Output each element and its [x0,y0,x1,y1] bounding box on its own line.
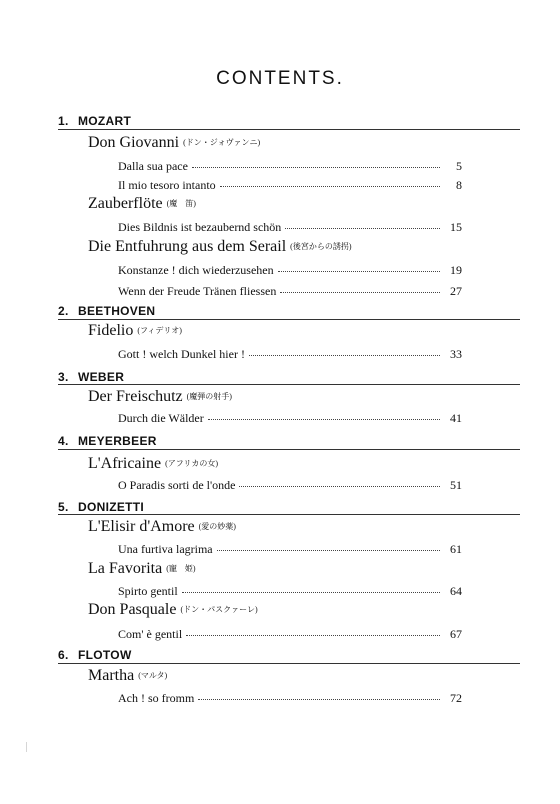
opera-japanese-title: (魔弾の射手) [186,392,232,401]
opera-title: Der Freischutz (魔弾の射手) [88,388,232,405]
opera-title: L'Elisir d'Amore (愛の妙薬) [88,518,236,535]
section-rule [58,514,520,515]
composer-name: BEETHOVEN [78,304,156,318]
aria-entry[interactable] [118,478,462,493]
dot-leader [285,228,440,229]
opera-japanese-title: (フィデリオ) [137,326,182,335]
opera-japanese-title: (魔 笛) [166,199,196,208]
aria-title: Wenn der Freude Tränen fliessen [118,284,277,298]
opera-title: Martha (マルタ) [88,667,168,684]
dot-leader [217,550,440,551]
dot-leader [280,292,440,293]
dot-leader [182,592,440,593]
opera-japanese-title: (アフリカの女) [165,459,218,468]
opera-title: Fidelio (フィデリオ) [88,322,182,339]
aria-title: Konstanze ! dich wiederzusehen [118,263,274,277]
composer-name: WEBER [78,370,125,384]
composer-heading [58,304,155,318]
opera-japanese-title: (後宮からの誘拐) [290,242,352,251]
aria-title: Durch die Wälder [118,411,204,425]
composer-name: FLOTOW [78,648,132,662]
opera-japanese-title: (寵 姫) [166,564,196,573]
page-number: 41 [450,411,462,425]
section-rule [58,663,520,664]
page-number: 51 [450,478,462,492]
dot-leader [278,271,440,272]
composer-number: 1. [58,114,69,128]
composer-heading [58,434,157,448]
dot-leader [208,419,440,420]
aria-title: Gott ! welch Dunkel hier ! [118,347,245,361]
opera-title: L'Africaine (アフリカの女) [88,455,218,472]
composer-heading [58,370,124,384]
composer-heading [58,114,131,128]
section-rule [58,319,520,320]
margin-mark [26,742,27,752]
dot-leader [192,167,440,168]
dot-leader [249,355,440,356]
page-number: 72 [450,691,462,705]
composer-number: 6. [58,648,69,662]
aria-title: Dalla sua pace [118,159,188,173]
aria-entry[interactable] [118,347,462,362]
composer-number: 5. [58,500,69,514]
section-rule [58,129,520,130]
aria-entry[interactable] [118,411,462,426]
page-number: 67 [450,627,462,641]
aria-title: Il mio tesoro intanto [118,178,216,192]
aria-title: O Paradis sorti de l'onde [118,478,236,492]
opera-japanese-title: (マルタ) [138,671,168,680]
aria-title: Dies Bildnis ist bezaubernd schön [118,220,282,234]
composer-name: DONIZETTI [78,500,145,514]
aria-title: Spirto gentil [118,584,178,598]
opera-japanese-title: (ドン・パスクァーレ) [180,605,258,614]
section-rule [58,384,520,385]
page-number: 33 [450,347,462,361]
composer-heading [58,648,132,662]
aria-entry[interactable] [118,627,462,642]
opera-title: Zauberflöte (魔 笛) [88,195,196,212]
section-rule [58,449,520,450]
dot-leader [198,699,440,700]
composer-name: MEYERBEER [78,434,157,448]
page-number: 5 [456,159,462,173]
aria-entry[interactable] [118,178,462,193]
dot-leader [239,486,440,487]
aria-entry[interactable] [118,584,462,599]
aria-entry[interactable] [118,284,462,299]
page-number: 19 [450,263,462,277]
page-number: 27 [450,284,462,298]
opera-title: Don Pasquale (ドン・パスクァーレ) [88,601,258,618]
opera-japanese-title: (ドン・ジォヴァンニ) [183,138,261,147]
composer-heading [58,500,144,514]
page-number: 61 [450,542,462,556]
opera-japanese-title: (愛の妙薬) [198,522,236,531]
page-number: 64 [450,584,462,598]
aria-title: Com' è gentil [118,627,183,641]
composer-name: MOZART [78,114,132,128]
aria-title: Ach ! so fromm [118,691,195,705]
aria-entry[interactable] [118,159,462,174]
composer-number: 4. [58,434,69,448]
page-number: 8 [456,178,462,192]
aria-entry[interactable] [118,263,462,278]
page-number: 15 [450,220,462,234]
composer-number: 2. [58,304,69,318]
aria-entry[interactable] [118,542,462,557]
opera-title: La Favorita (寵 姫) [88,560,196,577]
composer-number: 3. [58,370,69,384]
page-title: CONTENTS. [216,68,344,89]
aria-entry[interactable] [118,220,462,235]
dot-leader [186,635,440,636]
opera-title: Die Entfuhrung aus dem Serail (後宮からの誘拐) [88,238,352,255]
aria-title: Una furtiva lagrima [118,542,213,556]
opera-title: Don Giovanni (ドン・ジォヴァンニ) [88,134,261,151]
dot-leader [220,186,440,187]
aria-entry[interactable] [118,691,462,706]
